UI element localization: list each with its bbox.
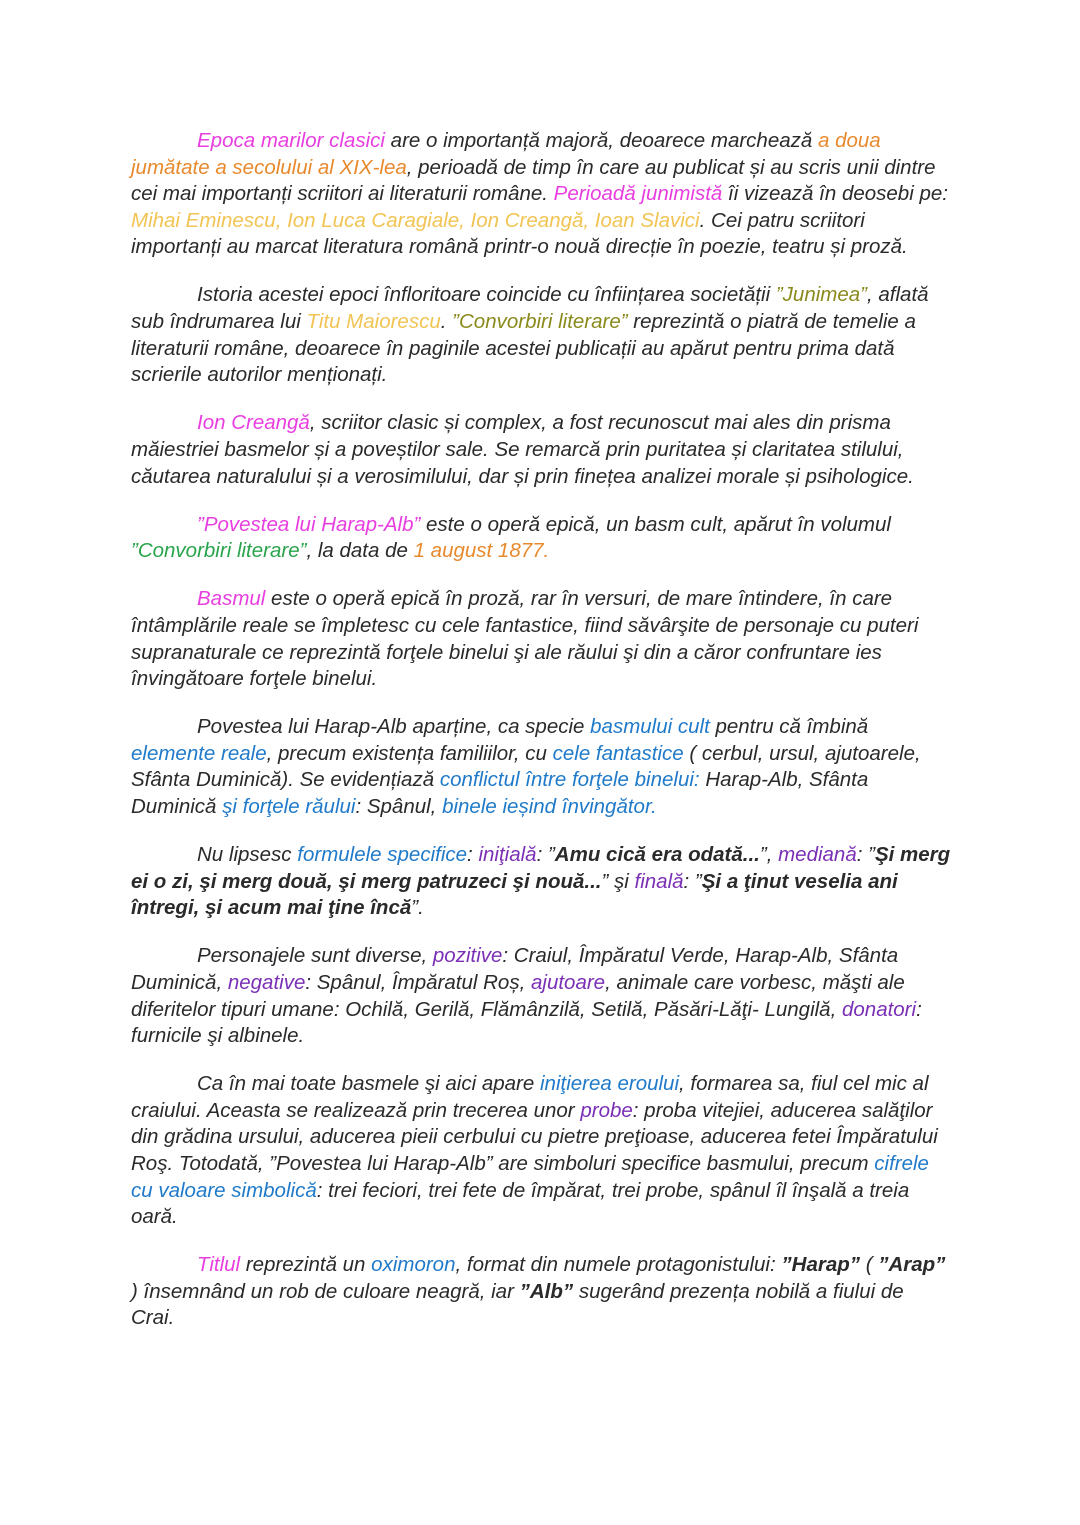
highlighted-text: Titu Maiorescu	[306, 310, 441, 334]
text-run: ” şi	[601, 869, 635, 893]
highlighted-text: Perioadă junimistă	[553, 182, 723, 206]
paragraph-3	[131, 410, 951, 490]
document-body	[131, 128, 951, 1354]
paragraph-8	[131, 943, 951, 1049]
text-run: ”.	[411, 896, 424, 920]
text-run: : ”	[536, 843, 555, 867]
highlighted-text: ”Povestea lui Harap-Alb”	[197, 512, 421, 536]
highlighted-text: cifrele cu valoare simbolică	[131, 1152, 929, 1202]
highlighted-text: iniţială	[478, 843, 537, 867]
highlighted-text: iniţierea eroului	[539, 1072, 680, 1096]
text-run: Istoria acestei epoci înfloritoare coincide cu înființarea societății	[197, 283, 776, 307]
text-run: , perioadă de timp în care au publicat și au scris unii dintre cei mai importanți scriitori ai literaturii române.	[131, 155, 936, 206]
text-run: (	[860, 1253, 879, 1277]
highlighted-text: ”Convorbiri literare”	[131, 539, 307, 563]
text-run: sugerând prezența nobilă a fiului de Crai.	[131, 1279, 904, 1330]
text-run: , precum existența familiilor, cu	[266, 741, 553, 765]
text-run: Povestea lui Harap-Alb aparține, ca specie	[197, 715, 591, 739]
text-run: , scriitor clasic și complex, a fost recunoscut mai ales din prisma măiestriei basmelor și a poveștilor sale. Se remarcă prin puritatea și claritatea stilului, căutarea naturalului și a verosimilului, dar și prin finețea analizei morale și psihologice.	[131, 411, 914, 488]
highlighted-text: donatori	[841, 997, 917, 1021]
highlighted-text: ”Convorbiri literare”	[452, 310, 628, 334]
text-run: Personajele sunt diverse,	[197, 944, 433, 968]
bold-quote-text: Şi a ţinut veselia ani întregi, şi acum mai ţine încă	[131, 869, 898, 920]
paragraph-6	[131, 714, 951, 820]
text-run: : trei feciori, trei fete de împărat, trei probe, spânul îl înşală a treia oară.	[131, 1178, 910, 1229]
highlighted-text: finală	[634, 869, 684, 893]
text-run: pentru că îmbină	[709, 715, 869, 739]
highlighted-text: basmului cult	[590, 715, 710, 739]
paragraph-10	[131, 1252, 951, 1332]
text-run: este o operă epică în proză, rar în versuri, de mare întindere, în care întâmplările reale se împletesc cu cele fantastice, fiind săvârşite de personaje cu puteri supranaturale ce reprezintă forţele binelui şi ale răului şi din a căror confruntare ies învingătoare forţele binelui.	[131, 587, 919, 691]
highlighted-text: ”Junimea”	[775, 283, 867, 307]
text-run: Ca în mai toate basmele şi aici apare	[197, 1072, 540, 1096]
highlighted-text: cele fantastice	[552, 741, 684, 765]
text-run: .	[440, 310, 453, 334]
highlighted-text: probe	[580, 1098, 633, 1122]
bold-quote-text: ”Arap”	[878, 1253, 946, 1277]
text-run: : Spânul,	[355, 794, 443, 818]
highlighted-text: pozitive	[432, 944, 503, 968]
text-run: ( cerbul, ursul, ajutoarele, Sfânta Duminică). Se evidențiază	[131, 741, 921, 792]
text-run: ) însemnând un rob de culoare neagră, iar	[131, 1279, 520, 1303]
text-run: : Craiul, Împăratul Verde, Harap-Alb, Sfânta Duminică,	[131, 944, 899, 994]
highlighted-text: oximoron	[371, 1253, 456, 1277]
highlighted-text: formulele specifice	[297, 843, 468, 867]
paragraph-9	[131, 1071, 951, 1231]
highlighted-text: elemente reale	[131, 741, 267, 765]
highlighted-text: 1 august 1877.	[413, 539, 550, 563]
bold-quote-text: Şi merg ei o zi, şi merg două, şi merg patruzeci şi nouă...	[131, 843, 951, 893]
highlighted-text: Basmul	[197, 587, 266, 611]
text-run: reprezintă o piatră de temelie a literaturii române, deoarece în paginile acestei publicații au apărut pentru prima dată scrierile autorilor menționați.	[131, 310, 916, 387]
text-run: , la data de	[306, 539, 414, 563]
text-run: : ”	[683, 869, 702, 893]
text-run: , animale care vorbesc, măşti ale diferitelor tipuri umane: Ochilă, Gerilă, Flămânzilă, Setilă, Păsări-Lăţi- Lungilă,	[131, 970, 905, 1021]
text-run: este o operă epică, un basm cult, apărut în volumul	[420, 512, 891, 536]
bold-quote-text: ”Harap”	[781, 1253, 860, 1277]
highlighted-text: a doua jumătate a secolului al XIX-lea	[131, 129, 881, 179]
highlighted-text: mediană	[778, 843, 857, 867]
text-run: , aflată sub îndrumarea lui	[131, 283, 929, 334]
text-run: . Cei patru scriitori importanți au marcat literatura română printr-o nouă direcție în poezie, teatru și proză.	[131, 208, 908, 259]
text-run: reprezintă un	[240, 1253, 372, 1277]
paragraph-2	[131, 282, 951, 388]
highlighted-text: şi forţele răului	[222, 794, 356, 818]
text-run: : ”	[856, 843, 875, 867]
text-run: :	[467, 843, 479, 867]
highlighted-text: Titlul	[197, 1253, 241, 1277]
paragraph-5	[131, 586, 951, 692]
bold-quote-text: Amu cică era odată...	[554, 843, 760, 867]
bold-quote-text: ”Alb”	[519, 1279, 574, 1303]
text-run: ”,	[759, 843, 779, 867]
text-run: : Spânul, Împăratul Roș,	[305, 970, 531, 994]
paragraph-1	[131, 128, 951, 261]
text-run: Harap-Alb, Sfânta Duminică	[131, 768, 869, 818]
highlighted-text: conflictul între forţele binelui:	[439, 768, 700, 792]
highlighted-text: ajutoare	[530, 970, 606, 994]
text-run: , formarea sa, fiul cel mic al craiului. Aceasta se realizează prin trecerea unor	[131, 1072, 929, 1122]
text-run: , format din numele protagonistului:	[455, 1253, 782, 1277]
text-run: Nu lipsesc	[197, 843, 298, 867]
paragraph-4	[131, 512, 951, 565]
highlighted-text: negative	[227, 970, 306, 994]
text-run: îi vizează în deosebi pe:	[722, 182, 948, 206]
text-run: are o importanță majoră, deoarece marchează	[384, 129, 818, 152]
highlighted-text: Ion Creangă	[197, 411, 310, 435]
paragraph-7	[131, 842, 951, 922]
highlighted-text: Mihai Eminescu, Ion Luca Caragiale, Ion Creangă, Ioan Slavici	[131, 208, 700, 232]
highlighted-text: binele ieșind învingător.	[442, 794, 657, 818]
text-run: : furnicile şi albinele.	[131, 997, 922, 1048]
highlighted-text: Epoca marilor clasici	[197, 129, 385, 152]
text-run: : proba vitejiei, aducerea salăţilor din grădina ursului, aducerea pieii cerbului cu pietre preţioase, aducerea fetei Împăratului Roş. Totodată, ”Povestea lui Harap-Alb” are simboluri specifice basmului, precum	[131, 1098, 938, 1175]
